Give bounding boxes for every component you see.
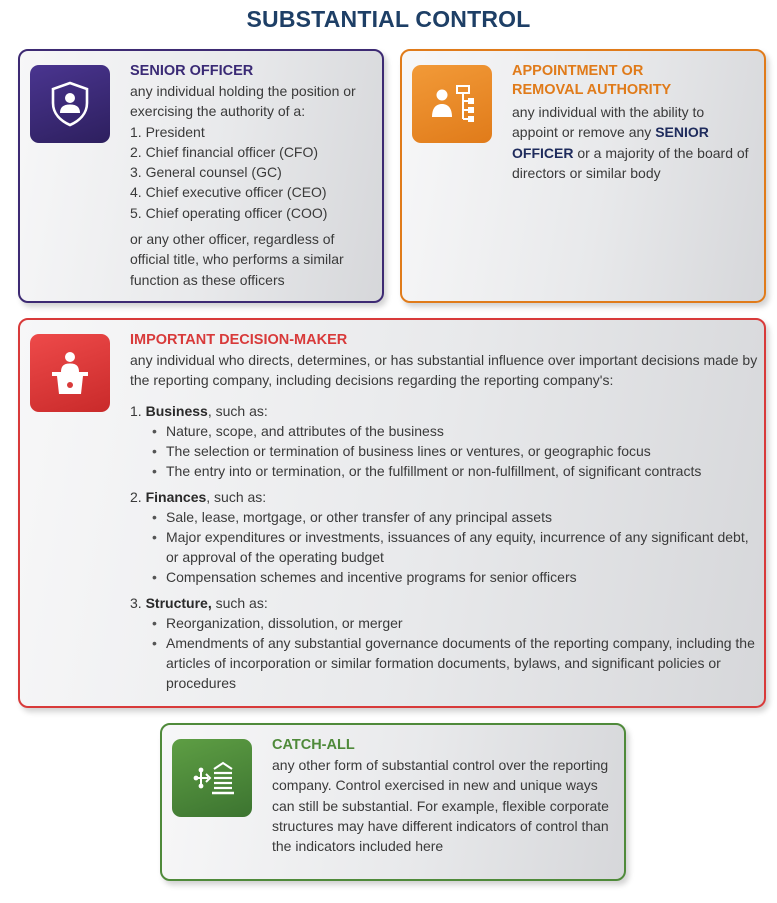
senior-officer-outro: or any other officer, regardless of official title, who performs a similar function as these officers	[130, 231, 344, 288]
section-label: Business	[145, 402, 208, 419]
section-suffix: , such as:	[207, 402, 268, 419]
senior-officer-card	[18, 49, 384, 303]
section-number: 2.	[130, 488, 142, 505]
section-heading	[130, 487, 760, 507]
catch-all-heading: CATCH-ALL	[272, 737, 355, 753]
list-item: • The selection or termination of business lines or ventures, or geographic focus	[150, 441, 760, 461]
catch-all-card	[160, 723, 626, 881]
podium-speaker-icon	[30, 334, 110, 412]
section-suffix: such as:	[211, 595, 268, 612]
list-item: • Sale, lease, mortgage, or other transfer of any principal assets	[150, 507, 760, 527]
structure-bullets	[130, 613, 760, 693]
section-number: 3.	[130, 595, 142, 612]
list-item: 4. Chief executive officer (CEO)	[130, 184, 327, 201]
list-item: 5. Chief operating officer (COO)	[130, 204, 328, 221]
page-title: SUBSTANTIAL CONTROL	[246, 6, 531, 32]
appointment-heading-line2: REMOVAL AUTHORITY	[512, 82, 672, 98]
business-bullets	[130, 421, 760, 481]
section-label: Structure,	[145, 595, 212, 612]
list-item: • Major expenditures or investments, issuances of any equity, incurrence of any significant debt, or approval of the operating budget	[150, 527, 760, 567]
business-section	[130, 401, 760, 481]
list-item: 1. President	[130, 123, 205, 140]
appointment-card	[400, 49, 766, 303]
shield-person-icon	[30, 65, 110, 143]
appointment-heading-line1: APPOINTMENT OR	[512, 63, 644, 79]
list-item: • Amendments of any substantial governance documents of the reporting company, including the articles of incorporation or similar formation documents, bylaws, and significant policies or procedures	[150, 633, 760, 693]
section-number: 1.	[130, 402, 142, 419]
senior-officer-list	[130, 122, 375, 223]
list-item: 2. Chief financial officer (CFO)	[130, 143, 319, 160]
senior-officer-intro: any individual holding the position or exercising the authority of a:	[130, 83, 356, 120]
section-heading	[130, 401, 760, 421]
senior-officer-heading: SENIOR OFFICER	[130, 63, 254, 79]
list-item: • Nature, scope, and attributes of the business	[150, 421, 760, 441]
decision-maker-card	[18, 318, 766, 708]
appointment-text	[512, 102, 752, 183]
structure-section	[130, 593, 760, 693]
list-item: • Compensation schemes and incentive programs for senior officers	[150, 567, 760, 587]
section-heading	[130, 593, 760, 613]
finances-section	[130, 487, 760, 587]
section-label: Finances	[145, 488, 207, 505]
finances-bullets	[130, 507, 760, 587]
org-chart-person-icon	[412, 65, 492, 143]
decision-maker-intro: any individual who directs, determines, or has substantial influence over important decisions made by the reporting company, including decisions regarding the reporting company's:	[130, 352, 758, 389]
appointment-text-before: any individual with the ability to appoint or remove any	[512, 104, 705, 141]
list-item: • The entry into or termination, or the fulfillment or non-fulfillment, of significant contracts	[150, 461, 760, 481]
network-building-icon	[172, 739, 252, 817]
catch-all-text: any other form of substantial control over the reporting company. Control exercised in new and unique ways can still be substantial. For example, flexible corporate structures may have different indicators of control than the indicators included here	[272, 757, 609, 855]
appointment-text-after: or a majority of the board of directors or similar body	[512, 144, 749, 181]
section-suffix: , such as:	[206, 488, 267, 505]
appointment-text-strong: SENIOR OFFICER	[512, 124, 709, 161]
list-item: • Reorganization, dissolution, or merger	[150, 613, 760, 633]
decision-maker-heading: IMPORTANT DECISION-MAKER	[130, 332, 348, 348]
list-item: 3. General counsel (GC)	[130, 164, 282, 181]
